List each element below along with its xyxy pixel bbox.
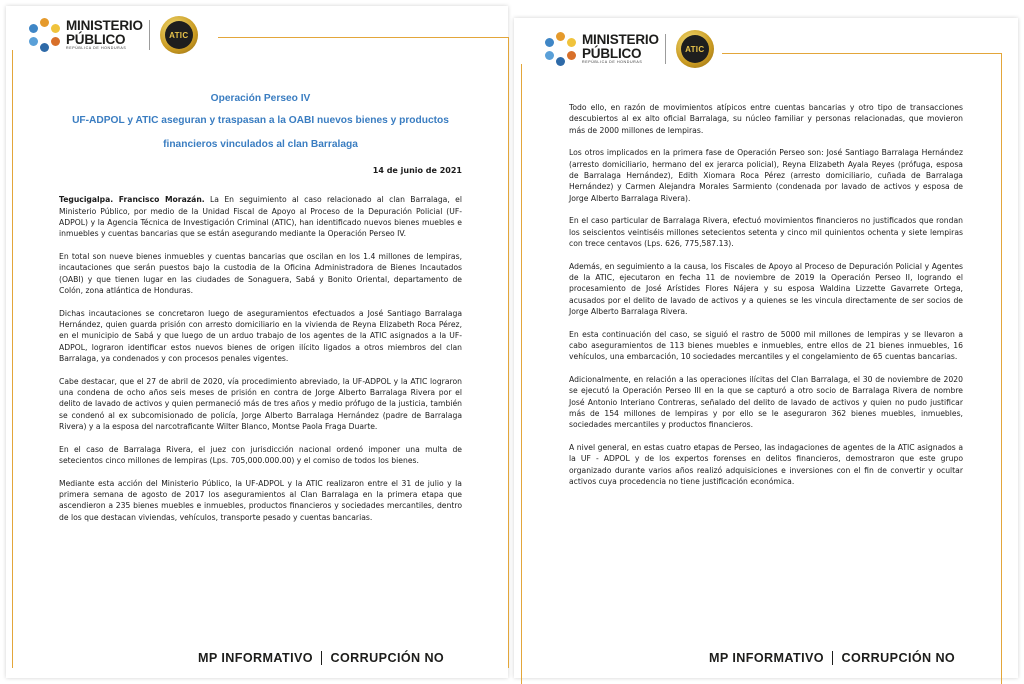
logo-line-1: MINISTERIO bbox=[66, 18, 143, 34]
logo-line-3: REPÚBLICA DE HONDURAS bbox=[66, 46, 127, 51]
right-paragraph-4: Además, en seguimiento a la causa, los Fiscales de Apoyo al Proceso de Depuración Policial y Agentes de la ATIC, ejecutaron en fecha 11 de noviembre de 2019 la Operación Perseo II, logrando el procesamiento de José Arístides Flores Nájera y su esposa Waldina Lizzette Gavarrete Ortega, acusados por el delito de lavado de activos y a quienes se les vincula directamente de ser socios de Jorge Alberto Barralaga Rivera. bbox=[569, 261, 963, 317]
release-title: Operación Perseo IV bbox=[210, 93, 311, 104]
logo-divider bbox=[665, 34, 666, 64]
ministerio-publico-emblem-icon bbox=[544, 32, 578, 66]
right-page-body bbox=[569, 102, 963, 499]
release-subtitle-line-1: UF-ADPOL y ATIC aseguran y traspasan a la OABI nuevos bienes y productos bbox=[72, 115, 449, 127]
right-paragraph-5: En esta continuación del caso, se siguió el rastro de 5000 mil millones de lempiras y se llevaron a cabo aseguramientos de 113 bienes muebles e inmuebles, entre ellos de 21 bienes inmuebles, 16 vehículos, una embarcación, 10 sociedades mercantiles y el congelamiento de 65 cuentas bancarias. bbox=[569, 329, 963, 362]
footer-right-text: CORRUPCIÓN NO bbox=[841, 651, 956, 665]
logo-line-2: PÚBLICO bbox=[582, 45, 642, 61]
atic-badge-icon bbox=[676, 30, 714, 68]
right-paragraph-6: Adicionalmente, en relación a las operaciones ilícitas del Clan Barralaga, el 30 de noviembre de 2020 se ejecutó la Operación Perseo III en la que se capturó a otro socio de Barralaga Rivera de nombre José Antonio Interiano Contreras, señalado del delito de lavado de activos y quien no pudo justificar más de 154 millones de lempiras y por ello se le aseguraron 362 bienes muebles, inmuebles, sociedades mercantiles y productos financieros. bbox=[569, 375, 963, 430]
footer-left-text: MP INFORMATIVO bbox=[709, 651, 824, 665]
logo-line-2: PÚBLICO bbox=[66, 31, 126, 47]
release-location: Tegucigalpa. Francisco Morazán. bbox=[59, 195, 205, 205]
atic-badge-text: ATIC bbox=[169, 30, 189, 40]
release-date: 14 de junio de 2021 bbox=[372, 165, 462, 175]
ministerio-publico-emblem-icon bbox=[28, 18, 62, 52]
left-paragraph-1-text: La En seguimiento al caso relacionado al clan Barralaga, el Ministerio Público, por medio de la Unidad Fiscal de Apoyo al Proceso de la Depuración Policial (UF-ADPOL) y la Agencia Técnica de Investigación Criminal (ATIC), han identificado nuevos bienes muebles e inmuebles y cuentas bancarias que se están asegurando mediante la Operación Perseo IV. bbox=[59, 195, 462, 239]
release-subtitle-line-2: financieros vinculados al clan Barralaga bbox=[163, 139, 358, 151]
press-release-page-1 bbox=[6, 6, 508, 678]
page-footer bbox=[198, 651, 444, 665]
right-paragraph-7: A nivel general, en estas cuatro etapas de Perseo, las indagaciones de agentes de la ATIC asignados a la UF - ADPOL y de los expertos forenses en delitos financieros, demostraron que este grupo organizado durante varios años realizó adquisiciones e inversiones con el fin de convertir y ocultar activos cuya procedencia no tiene justificación económica. bbox=[569, 443, 963, 487]
left-paragraph-3: Dichas incautaciones se concretaron luego de aseguramientos efectuados a José Santiago Barralaga Hernández, quien guarda prisión con arresto domiciliario en la vivienda de Reyna Elizabeth Roca Pérez, en el municipio de Sabá y que luego de un arduo trabajo de los agentes de la ATIC asignados a la UF-ADPOL, lograron identificar estos nuevos bienes de origen ilícito ligados a otros miembros del clan Barralaga, ya condenados y con procesos penales vigentes. bbox=[59, 308, 462, 363]
logo-line-1: MINISTERIO bbox=[582, 32, 659, 48]
left-paragraph-2: En total son nueve bienes inmuebles y cuentas bancarias que oscilan en los 1.4 millones de lempiras, incautaciones que serán puestos bajo la custodia de la Oficina Administradora de Bienes Incautados (OABI) y que tienen lugar en las ciudades de Sonaguera, Sabá y Bonito Oriental, departamento de Colón, zona atlántica de Honduras. bbox=[59, 251, 462, 295]
right-paragraph-2: Los otros implicados en la primera fase de Operación Perseo son: José Santiago Barralaga Hernández (arresto domiciliario, hermano del ex jerarca policial), Reyna Elizabeth Ayala Reyes (prófuga, esposa de Barralaga Hernández), Edith Xiomara Roca Pérez (arresto domiciliario, cuñada de Barralaga Hernández) y Carmen Alejandra Morales Sarmiento (condenada por lavado de activos y esposa de Jorge Alberto Barralaga Rivera). bbox=[569, 148, 963, 203]
footer-right-text: CORRUPCIÓN NO bbox=[330, 651, 445, 665]
left-paragraph-5: En el caso de Barralaga Rivera, el juez con jurisdicción nacional ordenó imponer una multa de setecientos cinco millones de lempiras (Lps. 705,000.000.00) y el comiso de todos los bienes. bbox=[59, 444, 462, 465]
logo-line-3: REPÚBLICA DE HONDURAS bbox=[582, 60, 643, 65]
ministerio-publico-logo bbox=[544, 30, 714, 68]
logo-divider bbox=[149, 20, 150, 50]
footer-left-text: MP INFORMATIVO bbox=[198, 651, 313, 665]
left-paragraph-4: Cabe destacar, que el 27 de abril de 2020, vía procedimiento abreviado, la UF-ADPOL y la ATIC lograron una condena de ocho años seis meses de prisión en contra de Jorge Alberto Barralaga Rivera por el delito de lavado de activos y quien permaneció más de tres años y medio prófugo de la justicia, también se condenó al ex subcomisionado de policía, Jorge Alberto Barralaga Hernández (padre de Barralaga Rivera) y a la esposa del narcotraficante Wilter Blanco, Montse Paola Fraga Duarte. bbox=[59, 376, 462, 431]
footer-divider bbox=[321, 651, 323, 665]
press-release-page-2 bbox=[514, 18, 1018, 678]
right-paragraph-3: En el caso particular de Barralaga Rivera, efectuó movimientos financieros no justificados que rondan los seiscientos veintiséis millones setecientos setenta y cinco mil quinientos ochenta y siete lempiras con trece centavos (Lps. 626, 775,587.13). bbox=[569, 216, 963, 249]
atic-badge-icon bbox=[160, 16, 198, 54]
footer-divider bbox=[832, 651, 834, 665]
left-paragraph-6: Mediante esta acción del Ministerio Público, la UF-ADPOL y la ATIC realizaron entre el 31 de julio y la primera semana de agosto de 2017 los aseguramientos al Clan Barralaga en la primera etapa que ascendieron a 235 bienes muebles e inmuebles, productos financieros y sociedades mercantiles, dentro de los que destacan viviendas, vehículos, transporte pesado y cuentas bancarias. bbox=[59, 478, 462, 522]
page-footer bbox=[709, 651, 955, 665]
right-paragraph-1: Todo ello, en razón de movimientos atípicos entre cuentas bancarias y otro tipo de transacciones descubiertos al ex alto oficial Barralaga, su núcleo familiar y personas relacionadas, que movieron más de 2000 millones de lempiras. bbox=[569, 103, 963, 135]
ministerio-publico-logo bbox=[28, 16, 198, 54]
left-page-body bbox=[59, 93, 462, 534]
atic-badge-text: ATIC bbox=[685, 44, 705, 54]
left-paragraph-1 bbox=[59, 194, 462, 239]
